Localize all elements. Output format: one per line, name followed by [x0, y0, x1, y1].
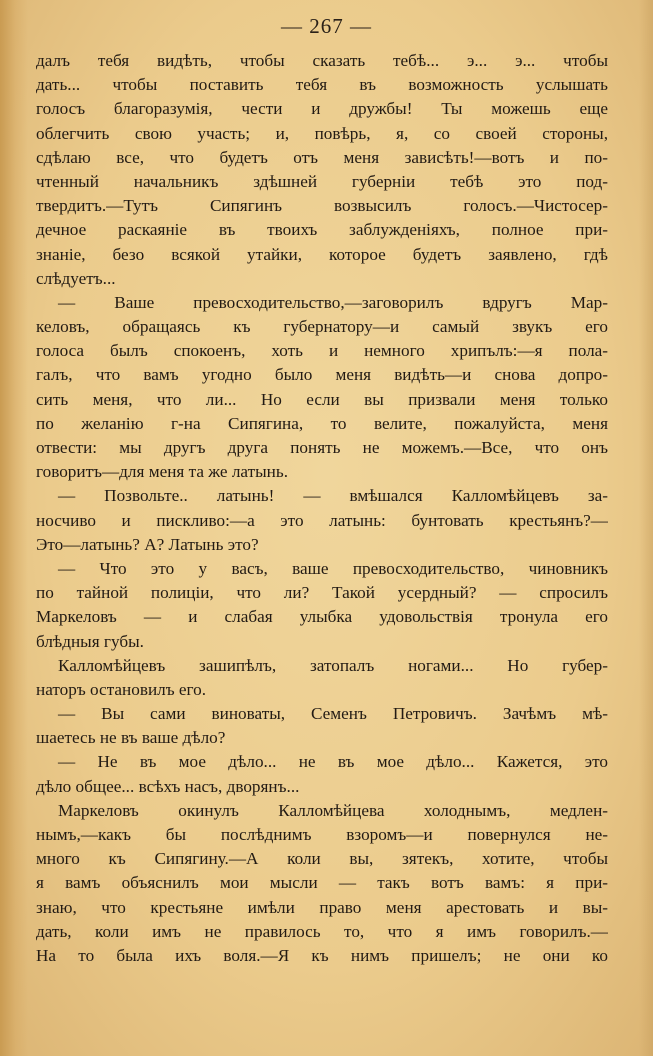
text-line: — Вы сами виноваты, Семенъ Петровичъ. Зачѣмъ мѣ- [58, 704, 608, 724]
text-line: — Позвольте.. латынь! — вмѣшался Калломѣйцевъ за- [58, 486, 608, 506]
paragraph [36, 291, 608, 485]
text-block [36, 49, 608, 968]
text-line: чтенный начальникъ здѣшней губерніи тебѣ это под- [36, 171, 608, 191]
text-line: знаніе, безо всякой утайки, которое будетъ заявлено, гдѣ [36, 244, 608, 264]
text-line: облегчить свою участь; и, повѣрь, я, со своей стороны, [36, 123, 608, 143]
paragraph [36, 654, 608, 702]
paragraph [36, 49, 608, 291]
text-line: — Не въ мое дѣло... не въ мое дѣло... Кажется, это [58, 752, 608, 772]
text-line: знаю, что крестьяне имѣли право меня арестовать и вы- [36, 897, 608, 917]
paragraph [36, 799, 608, 968]
paragraph [36, 484, 608, 557]
text-line: блѣдныя губы. [36, 631, 144, 651]
paragraph [36, 750, 608, 798]
text-line: твердитъ.—Тутъ Сипягинъ возвысилъ голосъ.—Чистосер- [36, 196, 608, 216]
text-line: наторъ остановилъ его. [36, 679, 207, 699]
paragraph [36, 702, 608, 750]
text-line: — Ваше превосходительство,—заговорилъ вдругъ Мар- [58, 292, 608, 312]
text-line: я вамъ объяснилъ мои мысли — такъ вотъ вамъ: я при- [36, 873, 608, 893]
text-line: сдѣлаю все, что будетъ отъ меня зависѣть!—вотъ и по- [36, 147, 608, 167]
text-line: много къ Сипягину.—А коли вы, зятекъ, хотите, чтобы [36, 849, 608, 869]
text-line: галъ, что вамъ угодно было меня видѣть—и снова допро- [36, 365, 608, 385]
text-line: дечное раскаяніе въ твоихъ заблужденіяхъ, полное при- [36, 220, 608, 240]
text-line: — Что это у васъ, ваше превосходительство, чиновникъ [58, 558, 608, 578]
text-line: дать, коли имъ не правилось то, что я имъ говорилъ.— [36, 921, 608, 941]
paragraph [36, 557, 608, 654]
text-line: по желанію г-на Сипягина, то велите, пожалуйста, меня [36, 413, 608, 433]
text-line: На то была ихъ воля.—Я къ нимъ пришелъ; не они ко [36, 945, 608, 965]
text-line: нымъ,—какъ бы послѣднимъ взоромъ—и повернулся не- [36, 825, 608, 844]
text-line: голоса былъ спокоенъ, хоть и немного хрипълъ:—я пола- [36, 341, 608, 361]
text-line: Маркеловъ — и слабая улыбка удовольствія тронула его [36, 607, 608, 627]
text-line: говоритъ—для меня та же латынь. [36, 462, 288, 482]
text-line: Маркеловъ окинулъ Калломѣйцева холоднымъ, медлен- [58, 800, 608, 820]
text-line: Калломѣйцевъ зашипѣлъ, затопалъ ногами... Но губер- [58, 655, 608, 675]
text-line: по тайной полиціи, что ли? Такой усердный? — спросилъ [36, 583, 608, 603]
text-line: далъ тебя видѣть, чтобы сказать тебѣ... э... э... чтобы [36, 51, 608, 70]
text-line: дать... чтобы поставить тебя въ возможность услышать [36, 75, 608, 95]
page-number: — 267 — [281, 14, 372, 38]
text-line: отвести: мы другъ друга понять не можемъ.—Все, что онъ [36, 438, 608, 457]
text-line: голосъ благоразумія, чести и дружбы! Ты можешь еще [36, 99, 608, 119]
text-line: сить меня, что ли... Но если вы призвали меня только [36, 389, 608, 409]
text-line: дѣло общее... всѣхъ насъ, дворянъ... [36, 776, 300, 796]
text-line: слѣдуетъ... [36, 268, 116, 288]
text-line: келовъ, обращаясь къ губернатору—и самый звукъ его [36, 317, 608, 337]
text-line: носчиво и пискливо:—а это латынь: бунтовать крестьянъ?— [36, 510, 608, 530]
text-line: шаетесь не въ ваше дѣло? [36, 728, 226, 748]
text-line: Это—латынь? А? Латынь это? [36, 534, 259, 554]
